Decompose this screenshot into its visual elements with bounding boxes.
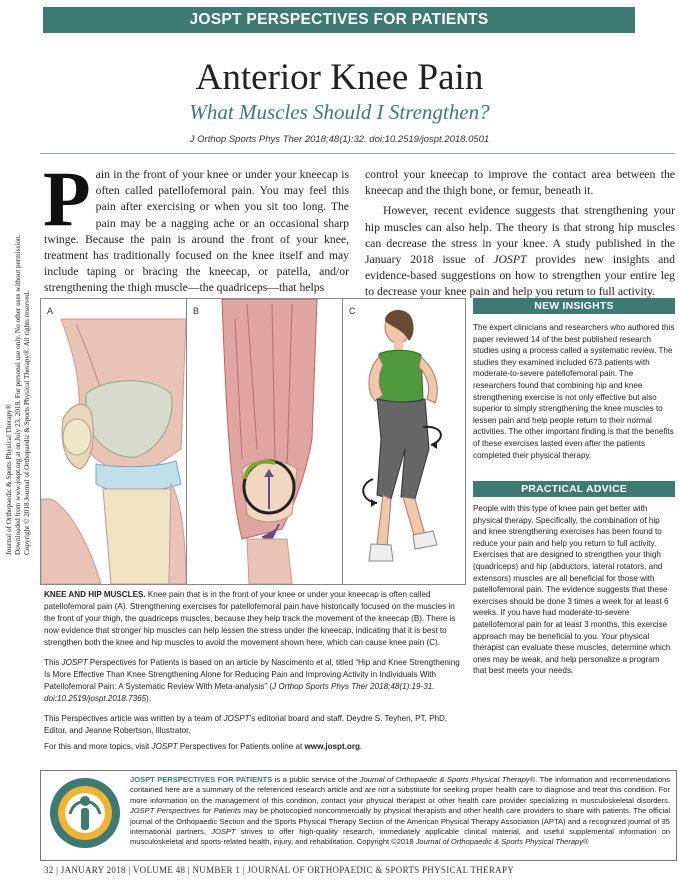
runner-illustration xyxy=(343,299,465,584)
article-column-1 xyxy=(43,155,349,297)
sidebar-notice xyxy=(5,234,45,556)
figure-caption xyxy=(44,589,464,649)
footer-text: JOSPT PERSPECTIVES FOR PATIENTS is a public service of the Journal of Orthopaedic & Sports Physical Therapy®. The information and recommendations contained here are a summary of the referenced research article and are not a substitute for seeking proper health care to diagnose and treat this condition. For more information on the management of this condition, contact your physical therapist or other health care provider specializing in musculoskeletal disorders. JOSPT Perspectives for Patients may be photocopied noncommercially by physical therapists and other health care providers to share with patients. The official journal of the Orthopaedic Section and the Sports Physical Therapy Section of the American Physical Therapy Association (APTA) and a recognized journal of 35 international partners, JOSPT strives to offer high-quality research, immediately applicable clinical material, and useful supplemental information on musculoskeletal and sports-related health, injury, and rehabilitation. Copyright ©2018 Journal of Orthopaedic & Sports Physical Therapy® xyxy=(130,775,671,847)
page-subtitle: What Muscles Should I Strengthen? xyxy=(189,100,490,124)
journal-name: JOSPT xyxy=(493,253,527,267)
article-text: ain in the front of your knee or under your kneecap is often called patellofemoral pain. You may feel this pain after exercising or when you sit too long. The pain may be a nagging ache or an occasional sharp twinge. Because the pain is around the front of your knee, treatment has traditionally focused on the knee itself and may include taping or bracing the kneecap, or patella, and/or strengthening the thigh muscle—the quadriceps—that helps xyxy=(44,168,349,295)
panel-label: A xyxy=(47,306,54,316)
panel-label: B xyxy=(193,306,200,316)
new-insights-body: The expert clinicians and researchers who authored this paper reviewed 14 of the best published research studies using a process called a systematic review. The studies they examined included 673 patients with moderate-to-severe patellofemoral pain. The researchers found that combining hip and knee strengthening exercise is not only effective but also superior to simply strengthening the knee muscles to lessen pain and help people return to their normal activities. The other important finding is that the benefits of these exercises lasted even after the patients completed their physical therapy. xyxy=(473,323,675,460)
online-note: For this and more topics, visit JOSPT Perspectives for Patients online at www.jospt.org. xyxy=(44,742,363,751)
practical-advice-body: People with this type of knee pain get better with physical therapy. Specifically, the combination of hip and knee strengthening exercises has been found to reduce your pain and help you return to full activity. Exercises that are designed to strengthen your thigh (quadriceps) and hip (abductors, lateral rotators, and extensors) muscles are all beneficial for those with patellofemoral pain. The evidence suggests that these exercises should be done 3 times a week for at least 6 weeks. If you have had moderate-to-severe patellofemoral pain for at least 3 months, this exercise approach may be beneficial to you. Your physical therapist can evaluate these muscles, determine which ones may be weak, and help personalize a program that best meets your needs. xyxy=(473,504,671,676)
quadriceps-illustration xyxy=(187,299,342,584)
drop-cap: P xyxy=(43,155,91,242)
article-paragraph: control your kneecap to improve the contact area between the kneecap and the thigh bone, or femur, beneath it. xyxy=(365,168,675,198)
caption-heading: KNEE AND HIP MUSCLES. xyxy=(44,590,146,599)
panel-label: C xyxy=(349,306,356,316)
new-insights-heading: NEW INSIGHTS xyxy=(473,298,675,314)
sidebar-line: Downloaded from www.jospt.org at on July 23, 2018. For personal use only. No other uses without permission. xyxy=(14,234,23,555)
figure-panel-a xyxy=(41,299,187,584)
illustration-figure xyxy=(40,298,466,585)
article-paragraph: However, recent evidence suggests that strengthening your hip muscles can also help. The theory is that strong hip muscles can decrease the stress in your knee. A study published in the January 2018 issue of JOSPT provides new insights and evidence-based suggestions on how to strengthen your entire leg to decrease your knee pain and help you return to full activity. xyxy=(365,204,675,299)
banner: JOSPT PERSPECTIVES FOR PATIENTS xyxy=(43,7,635,33)
journal-citation: J Orthop Sports Phys Ther 2018;48(1):19-31. doi:10.2519/jospt.2018.7365 xyxy=(44,682,435,704)
sidebar-line: Journal of Orthopaedic & Sports Physical Therapy® xyxy=(5,403,13,555)
practical-advice-heading: PRACTICAL ADVICE xyxy=(473,481,675,497)
reference-note: This JOSPT Perspectives for Patients is based on an article by Nascimento et al, titled “Hip and Knee Strengthening Is More Effective Than Knee Strengthening Alone for Reducing Pain and Improving Activity in Individuals With Patellofemoral Pain: A Systematic Review With Meta-analysis” (J Orthop Sports Phys Ther 2018;48(1):19-31. doi:10.2519/jospt.2018.7365). xyxy=(44,658,460,704)
author-credit: This Perspectives article was written by a team of JOSPT’s editorial board and staff. Deydre S. Teyhen, PT, PhD, Editor, and Jeanne Robertson, Illustrator. xyxy=(44,714,448,736)
footer-lead: JOSPT PERSPECTIVES FOR PATIENTS xyxy=(130,775,273,784)
page-footer: 32 | JANUARY 2018 | VOLUME 48 | NUMBER 1 | JOURNAL OF ORTHOPAEDIC & SPORTS PHYSICAL THERAPY xyxy=(44,865,515,875)
article-column-2 xyxy=(365,167,675,305)
citation: J Orthop Sports Phys Ther 2018;48(1):32. doi:10.2519/jospt.2018.0501 xyxy=(189,134,490,145)
header-divider xyxy=(40,153,675,154)
figure-panel-b xyxy=(187,299,343,584)
knee-joint-illustration xyxy=(41,299,186,584)
figure-panel-c xyxy=(343,299,465,584)
website-link[interactable]: www.jospt.org xyxy=(304,742,360,751)
jospt-logo-icon xyxy=(48,776,122,850)
page-title: Anterior Knee Pain xyxy=(195,57,484,98)
caption-text: Knee pain that is in the front of your knee or under your kneecap is often called patellofemoral pain (A). Strengthening exercises for patellofemoral pain have historically focused on the muscles in the front of your thigh, the quadriceps muscles, because they help track the movement of the kneecap (B). There is now evidence that stronger hip muscles can help lessen the stress under the kneecap, indicating that it is best to strengthen both the knee and hip muscles to avoid the movement shown here, which can cause knee pain (C). xyxy=(44,590,456,648)
sidebar-line: Copyright © 2018 Journal of Orthopaedic & Sports Physical Therapy®. All rights reserved. xyxy=(23,291,32,555)
